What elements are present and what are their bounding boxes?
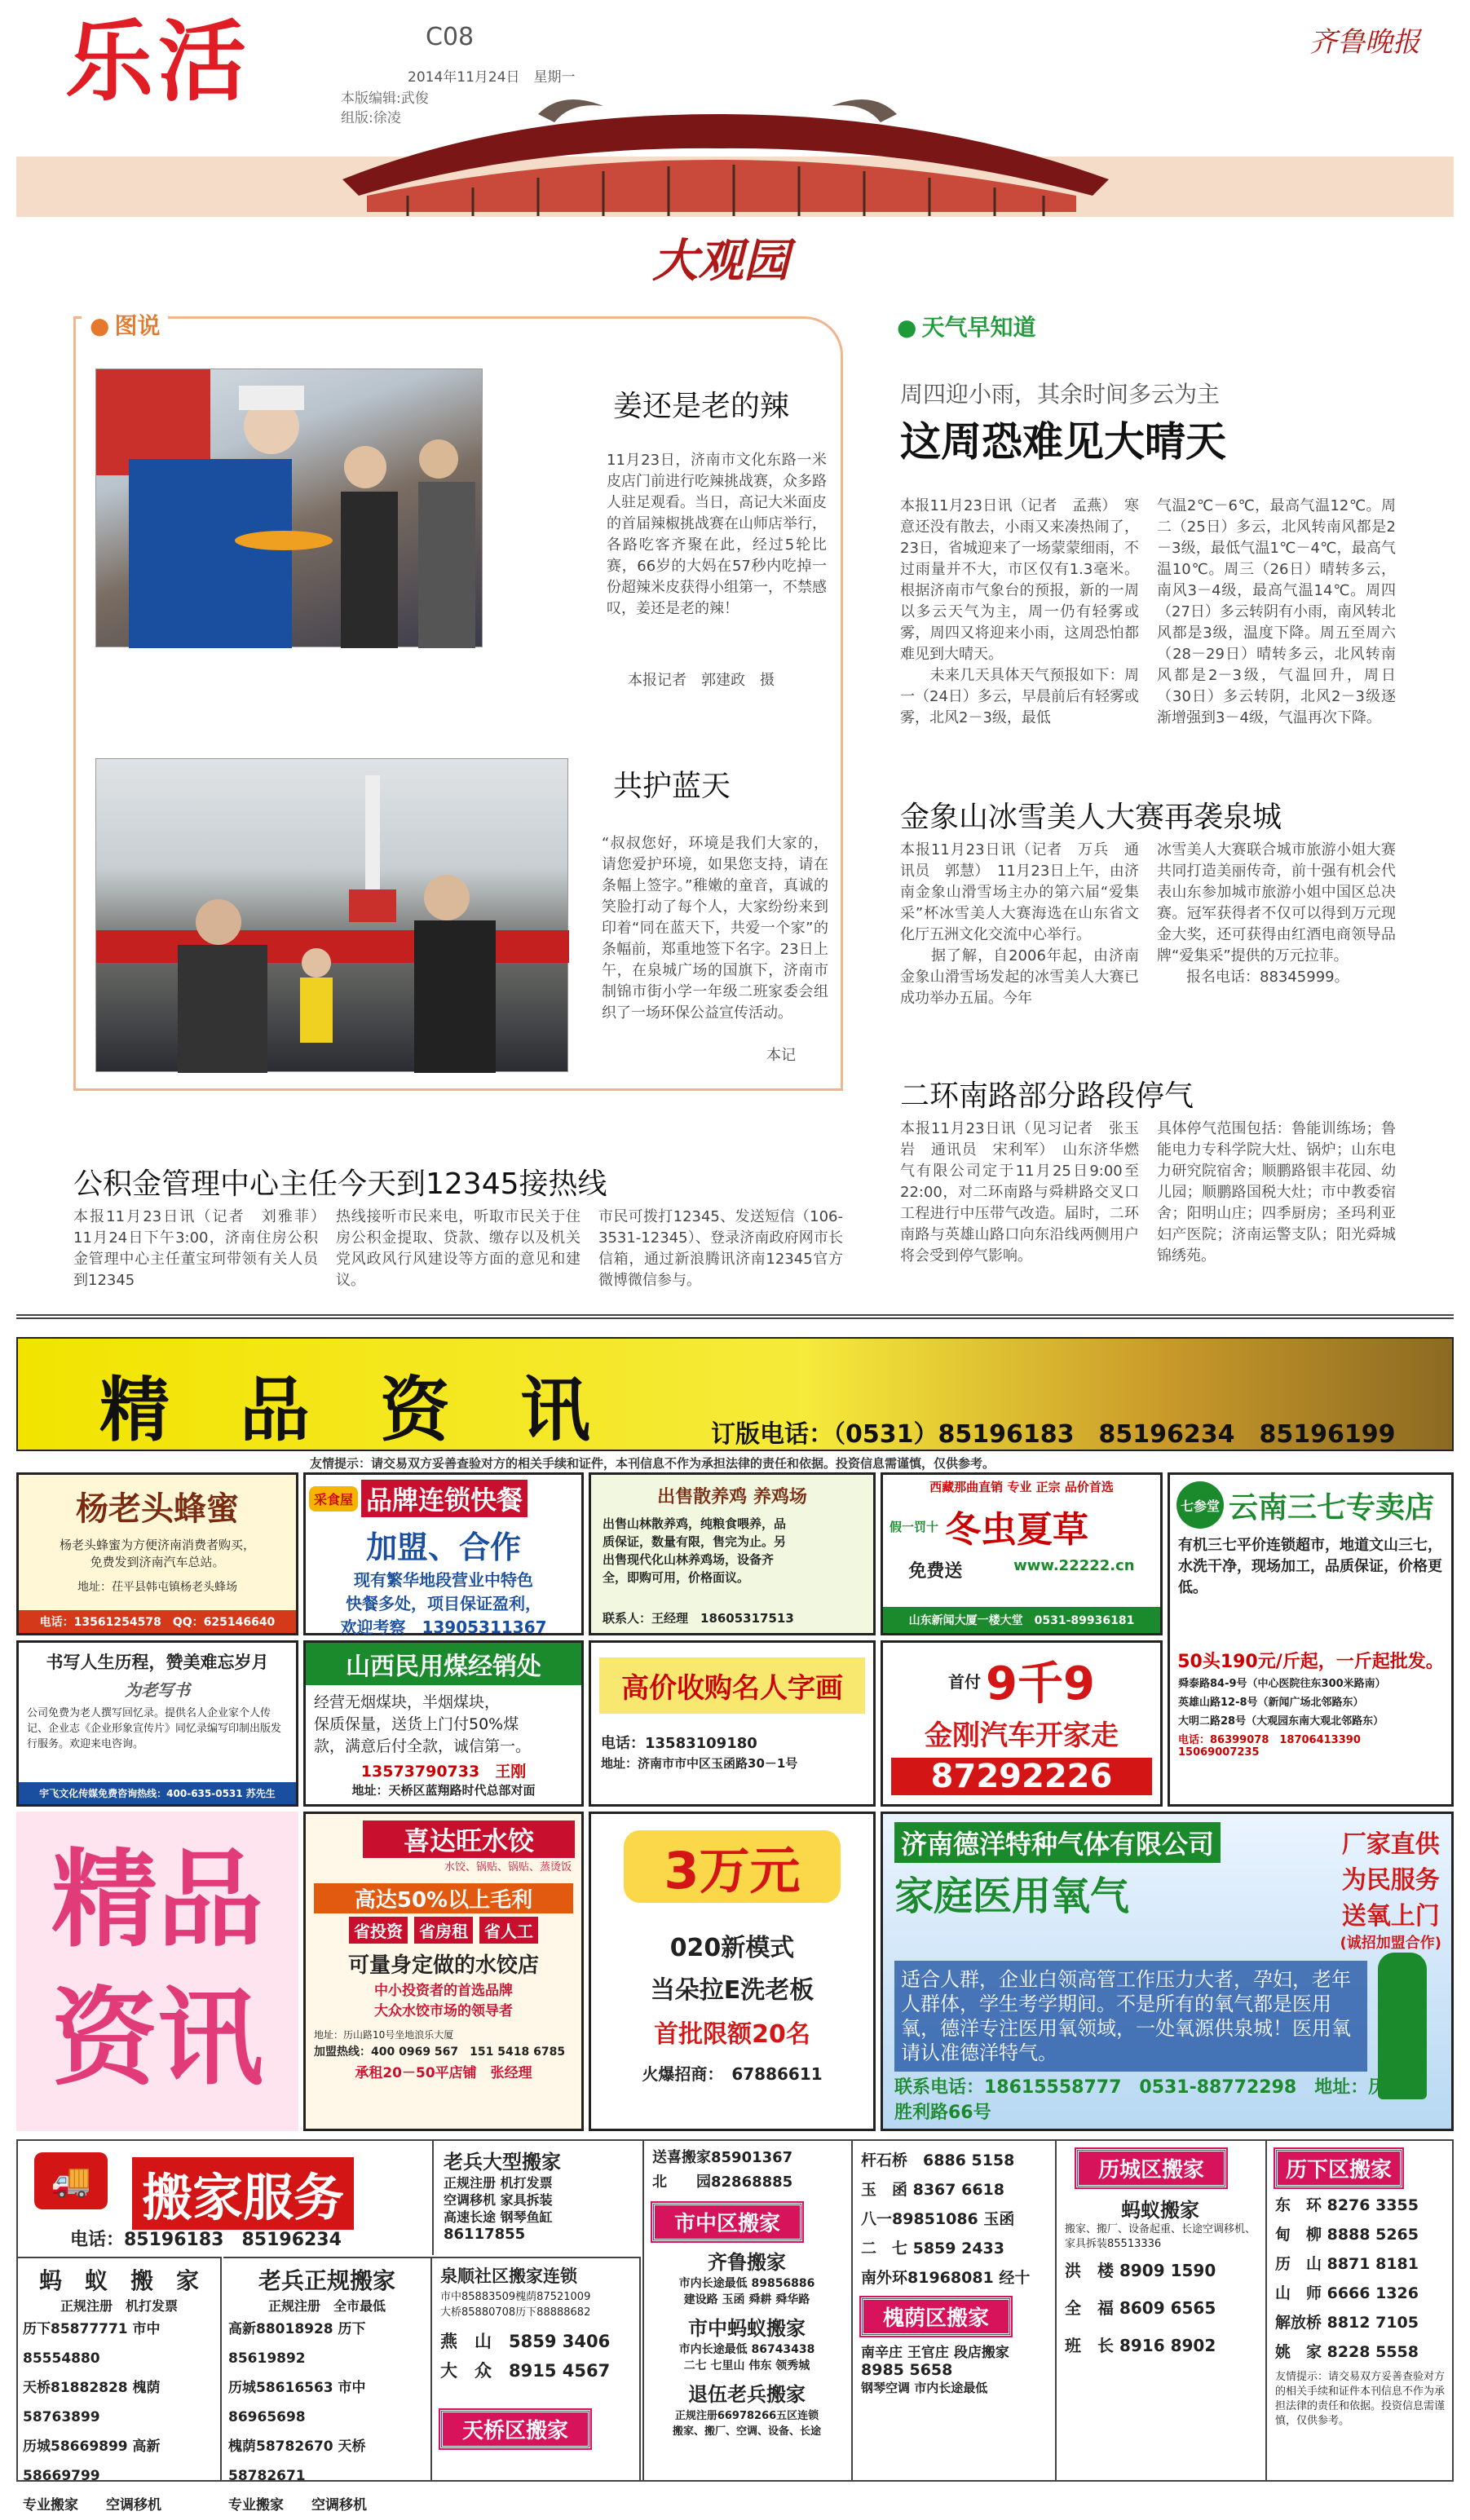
mover-ant-title: 蚂 蚁 搬 家 [38,2267,199,2294]
ad-sanqi-badge: 七参堂 [1176,1481,1224,1529]
story-1-title: 姜还是老的辣 [613,390,790,423]
mover-ant-row-3: 专业搬家 空调移机 [23,2497,161,2513]
gas-outage-body [900,1119,1396,1267]
ads-banner-phone: 订版电话：（0531）85196183 85196234 85196199 [711,1420,1396,1449]
ad-dumplings-line2: 中小投资者的首选品牌 [374,1983,513,1999]
mover-ant-sub: 正规注册 机打发票 [60,2298,178,2314]
mover-veteran-regular-row-3: 专业搬家 空调移机 [228,2497,367,2513]
mover-nanxinzhuang-line: 钢琴空调 市内长途最低 [861,2381,988,2395]
snow-beauty-col-1: 本报11月23日讯（记者 万兵 通讯员 郭慧） 11月23日上午，由济南金象山滑雪场主办的第六届“爱集采”杯冰雪美人大赛海选在山东省文化厅五洲文化交流中心举行。 据了解，自2006年起，由济南金象山滑雪场发起的冰雪美人大赛已成功举办五届。今年 [900,841,1139,1007]
ad-dumplings [303,1812,584,2131]
ad-memoir-logo: 为老写书 [125,1680,190,1700]
ad-cordyceps [881,1472,1163,1635]
moving-services [16,2139,1454,2513]
ad-memoir-text: 公司免费为老人撰写回忆录。提供名人企业家个人传记、企业志《企业形象宣传片》同忆录编写印制出版发行服务。欢迎来电咨询。 [27,1707,282,1750]
mover-retired-line1: 正规注册66978266五区连锁 [674,2410,819,2422]
ad-coal-line1: 经营无烟煤块，半烟煤块， [314,1693,501,1711]
ad-chicken-title: 出售散养鸡 养鸡场 [657,1487,807,1507]
mover-lixia-row-5: 姚 家 8228 5558 [1275,2343,1419,2361]
ad-franchise-tel: 火爆招商： 67886611 [642,2064,823,2084]
ad-coal [303,1640,584,1807]
ad-memoir-title: 书写人生历程，赞美难忘岁月 [46,1653,269,1672]
ad-fastfood-line2: 快餐多处，项目保证盈利， [346,1594,541,1613]
ad-chicken [589,1472,876,1635]
story-1-text: 11月23日，济南市文化东路一米皮店门前进行吃辣挑战赛，众多路人驻足观看。当日，高记大米面皮的首届辣椒挑战赛在山师店举行，各路吃客齐聚在此，经过5轮比赛，66岁的大妈在57秒内吃掉一份超辣米皮获得小组第一，不禁感叹，姜还是老的辣！ [607,452,827,617]
mover-quanshun-title: 泉顺社区搬家连锁 [440,2266,577,2286]
ads-banner-title: 精 品 资 讯 [99,1369,590,1451]
ad-oxygen [881,1812,1454,2131]
mover-central-line2: 北 园82868885 [652,2174,793,2191]
story-1-credit: 本报记者 郭建政 摄 [628,672,775,689]
ad-dumplings-b1: 省投资 [349,1917,408,1944]
ad-cordyceps-slogan: 假一罚十 [890,1519,939,1534]
ad-franchise-line2: 当朵拉E洗老板 [650,1976,814,2005]
gas-outage-title: 二环南路部分路段停气 [900,1079,1194,1113]
ad-dumplings-sub: 水饺、锅贴、锅贴、蒸烫饭 [444,1861,572,1873]
mover-licheng-row-2: 班 长 8916 8902 [1065,2336,1216,2355]
ad-honey-line2: 免费发到济南汽车总站。 [90,1555,225,1569]
ad-dumplings-addr: 地址：历山路10号坐地浪乐大厦 [314,2029,454,2041]
ad-franchise [589,1812,876,2131]
photo-blue-sky-campaign [95,758,568,1072]
story-2-text: “叔叔您好，环境是我们大家的，请您爱护环境，如果您支持，请在条幅上签字。”稚嫩的童音，真诚的笑脸打动了每个人，大家纷纷来到印着“同在蓝天下，共爱一个家”的条幅前，郑重地签下名字。23日上午，在泉城广场的国旗下，济南市制锦市街小学一年级二班家委会组织了一场环保公益宣传活动。 [602,835,828,1022]
ad-fastfood-sub: 加盟、合作 [365,1529,521,1565]
mover-list-a [851,2141,1053,2482]
ad-car-title: 金刚汽车开家走 [925,1719,1119,1752]
mover-shizhong-ant-title: 市中蚂蚁搬家 [688,2317,806,2340]
mover-list-a-row-2: 八一89851086 玉函 [861,2210,1015,2228]
ad-fastfood [303,1472,584,1635]
ad-fastfood-line1: 现有繁华地段营业中特色 [354,1570,533,1590]
mover-veteran-large [432,2141,641,2255]
ad-franchise-line1: 020新模式 [669,1934,795,1962]
ad-fastfood-line3: 欢迎考察 13905311367 [340,1617,547,1637]
paper-name: 齐鲁晚报 [1309,26,1420,59]
mover-licheng [1055,2141,1264,2482]
mover-veteran-regular [223,2257,432,2513]
ad-oxygen-r1: 厂家直供 [1341,1830,1440,1859]
ad-oxygen-company: 济南德洋特种气体有限公司 [894,1822,1221,1863]
mover-nanxinzhuang-tel: 8985 5658 [861,2361,953,2379]
ad-coal-tel: 13573790733 王刚 [360,1763,527,1781]
section-photo-news: ● 图说 [82,308,168,341]
ad-sanqi-title: 云南三七专卖店 [1229,1490,1435,1525]
zone-lixia: 历下区搬家 [1275,2149,1402,2187]
mover-qilu-line2: 建设路 玉函 舜耕 舜华路 [683,2293,810,2306]
photo-chili-challenge [95,369,483,647]
mover-veteran-large-tel: 86117855 [444,2226,526,2243]
mover-lixia [1265,2141,1454,2482]
snow-beauty-body [900,840,1396,1009]
mover-quanshun [432,2257,641,2482]
mover-qilu-line1: 市内长途最低 89856886 [678,2277,815,2290]
ad-dumplings-line4: 承租20－50平店铺 张经理 [355,2065,532,2081]
mover-shizhong-ant-line2: 二七 七里山 伟东 领秀城 [683,2359,810,2372]
gas-outage-col-1: 本报11月23日讯（见习记者 张玉岩 通讯员 宋利军） 山东济华燃气有限公司定于11月25日9:00至22:00，对二环南路与舜耕路交叉口工程进行中压带气改造。届时，二环南路与英雄山路口向东沿线两侧用户将会受到停气影响。 [900,1120,1139,1264]
ad-big-title [16,1812,298,2131]
ad-franchise-line3: 首批限额20名 [654,2020,810,2049]
ad-cordyceps-title: 冬虫夏草 [945,1509,1089,1551]
ad-fastfood-title: 品牌连锁快餐 [361,1480,528,1517]
ad-memoir [16,1640,298,1807]
ad-car-tel: 87292226 [891,1758,1152,1795]
moving-tel: 电话：85196183 85196234 [70,2230,342,2250]
mover-quanshun-line2: 大桥85880708历下88888682 [440,2306,591,2319]
snow-beauty-col-2: 冰雪美人大赛联合城市旅游小姐大赛共同打造美丽传奇，前十强有机会代表山东参加城市旅游小姐中国区总决赛。冠军获得者不仅可以得到万元现金大奖，还可获得由红酒电商领导品牌“爱集采”提供的万元拉菲。 报名电话：88345999。 [1157,841,1396,986]
column-title: 大观园 [652,234,789,288]
moving-notice: 友情提示：请交易双方妥善查验对方的相关手续和证件本刊信息不作为承担法律的责任和依据。投资信息需谨慎，仅供参考。 [1275,2371,1446,2427]
weather-subtitle: 周四迎小雨，其余时间多云为主 [900,381,1221,408]
mover-quanshun-row-0: 燕 山 5859 3406 [440,2332,611,2351]
ad-coal-line2: 保质保量，送货上门付50%煤 [314,1715,519,1733]
mover-lixia-row-4: 解放桥 8812 7105 [1275,2314,1419,2332]
zone-licheng: 历城区搬家 [1076,2149,1226,2187]
mover-veteran-regular-title: 老兵正规搬家 [258,2267,395,2294]
ad-car [881,1640,1163,1807]
weather-title: 这周恐难见大晴天 [900,418,1226,466]
ad-chicken-text: 出售山林散养鸡，纯粮食喂养，品质保证，数量有限，售完为止。另出售现代化山林养鸡场，设备齐全，即购可用，价格面议。 [603,1516,787,1585]
story-3-col-3: 市民可拨打12345、发送短信（106-3531-12345）、登录济南政府网市长信箱，通过新浪腾讯济南12345官方微博微信参与。 [598,1208,843,1289]
truck-icon: 🚚 [34,2152,108,2209]
mover-ant-row-1: 天桥81882828 槐荫58763899 [23,2380,161,2425]
ad-dumplings-b2: 省房租 [414,1917,473,1944]
ad-calligraphy-title: 高价收购名人字画 [599,1657,865,1714]
mover-list-a-row-1: 玉 函 8367 6618 [861,2181,1004,2199]
mover-list-a-row-4: 南外环81968081 经十 [861,2269,1031,2287]
ad-coal-title: 山西民用煤经销处 [306,1643,581,1685]
mover-quanshun-row-1: 大 众 8915 4567 [440,2361,611,2381]
weather-col-2: 气温2℃－6℃，最高气温12℃。周二（25日）多云，北风转南风都是2－3级，最低气温1℃－4℃，最高气温10℃。周三（26日）晴转多云，南风3－4级，最高气温14℃。周四（27日）多云转阴有小雨，南风转北风都是3级，温度下降。周五至周六（28－29日）晴转多云，北风转南风都是2－3级，气温回升，周日（30日）多云转阴，北风2－3级逐渐增强到3－4级，气温再次下降。 [1157,497,1396,726]
mover-quanshun-line1: 市中85883509槐荫87521009 [440,2291,591,2303]
ad-honey-line1: 杨老头蜂蜜为方便济南消费者购买， [59,1538,255,1552]
mover-ant-row-0: 历下85877771 市中85554880 [23,2321,161,2367]
mover-list-a-row-0: 杆石桥 6886 5158 [861,2151,1015,2169]
mover-list-a-row-3: 二 七 5859 2433 [861,2240,1004,2257]
mover-licheng-text: 搬家、搬厂、设备起重、长途空调移机、家具拆装85513336 [1065,2223,1256,2250]
issue-date: 2014年11月24日 星期一 [408,69,576,86]
ad-cordyceps-head: 西藏那曲直销 专业 正宗 品价首选 [929,1480,1114,1494]
ad-oxygen-r3: 送氧上门 [1341,1902,1440,1931]
weather-col-1: 本报11月23日讯（记者 孟燕） 寒意还没有散去，小雨又来凑热闹了，23日，省城迎来了一场蒙蒙细雨，不过雨量并不大，市区仅有1.3毫米。根据济南市气象台的预报，新的一周以多云天气为主，周一仍有轻雾或雾，周四又将迎来小雨，这周恐怕都难见到大晴天。 未来几天具体天气预报如下：周一（24日）多云，早晨前后有轻雾或雾，北风2－3级，最低 [900,497,1139,726]
story-3-col-2: 热线接听市民来电，听取市民关于住房公积金提取、贷款、缴存以及机关党风政风行风建设等方面的意见和建议。 [336,1208,580,1289]
mover-nanxinzhuang-title: 南辛庄 王官庄 段店搬家 [861,2345,1009,2361]
ad-calligraphy [589,1640,876,1807]
ad-honey-tel: 电话：13561254578 QQ：625146640 [19,1610,296,1633]
ad-cordyceps-free: 免费送 [908,1561,963,1582]
ad-dumplings-title: 喜达旺水饺 [363,1820,575,1858]
story-2-title: 共护蓝天 [613,770,731,803]
mover-veteran-regular-row-0: 高新88018928 历下85619892 [228,2321,366,2367]
weather-body [900,496,1396,729]
ad-dumplings-line3: 大众水饺市场的领导者 [374,2003,513,2019]
ad-oxygen-tel: 联系电话：18615558777 0531-88772298 地址：历城区胜利路66号 [894,2077,1423,2123]
zone-tianqiao: 天桥区搬家 [440,2410,590,2448]
mover-central-line1: 送喜搬家85901367 [652,2149,793,2166]
mover-ant [18,2257,222,2513]
mover-lixia-row-1: 甸 柳 8888 5265 [1275,2226,1419,2244]
mover-lixia-row-3: 山 师 6666 1326 [1275,2284,1419,2302]
mover-licheng-title: 蚂蚁搬家 [1121,2199,1199,2222]
ad-sanqi-desc: 有机三七平价连锁超市，地道文山三七，水洗干净，现场加工，品质保证，价格更低。 [1178,1537,1442,1596]
ad-oxygen-text: 适合人群，企业白领高管工作压力大者，孕妇，老年人群体，学生考学期间。不是所有的氧气都是医用氧，德洋专注医用氧领域，一处氧源供泉城！医用氧请认准德洋特气。 [894,1961,1367,2072]
ad-honey-title: 杨老头蜂蜜 [76,1490,239,1528]
ad-cordyceps-tel: 山东新闻大厦一楼大堂 0531-89936181 [883,1607,1160,1633]
ad-car-price: 9千9 [986,1657,1095,1710]
mover-veteran-large-title: 老兵大型搬家 [444,2151,561,2174]
mover-lixia-row-0: 东 环 8276 3355 [1275,2196,1419,2214]
mover-lixia-row-2: 历 山 8871 8181 [1275,2255,1419,2273]
ad-oxygen-title: 家庭医用氧气 [894,1873,1130,1919]
ad-cordyceps-url: www.22222.cn [1013,1557,1135,1574]
ad-honey [16,1472,298,1635]
ad-calligraphy-tel: 电话：13583109180 [601,1735,757,1752]
gas-outage-col-2: 具体停气范围包括：鲁能训练场；鲁能电力专科学院大灶、锅炉；山东电力研究院宿舍；顺鹏路银丰花园、幼儿园；顺鹏路国税大灶；市中教委宿舍；阳明山庄；四季厨房；圣玛利亚妇产医院；济南运警支队；阳光舜城锦绣苑。 [1157,1120,1396,1264]
designer: 组版:徐凌 [341,110,401,126]
ad-coal-addr: 地址：天桥区蓝翔路时代总部对面 [351,1783,536,1798]
mover-veteran-regular-row-1: 历城58616563 市中86965698 [228,2380,366,2425]
ad-dumplings-b3: 省人工 [479,1917,538,1944]
mover-qilu-title: 齐鲁搬家 [708,2251,786,2274]
ad-sanqi-tel: 电话：86399078 18706413390 15069007235 [1178,1734,1371,1759]
mover-licheng-row-0: 洪 楼 8909 1590 [1065,2261,1216,2280]
snow-beauty-title: 金象山冰雪美人大赛再袭泉城 [900,801,1282,834]
mover-veteran-large-sub: 正规注册 机打发票 空调移机 家具拆装 高速长途 钢琴鱼缸 [444,2175,553,2225]
ad-oxygen-r4: (诚招加盟合作) [1340,1935,1441,1952]
ad-chicken-tel: 联系人：王经理 18605317513 [603,1611,794,1626]
ad-honey-address: 地址：茌平县韩屯镇杨老头蜂场 [77,1581,237,1594]
ad-sanqi-price: 50头190元/斤起，一斤起批发。 [1177,1652,1444,1672]
mover-ant-row-2: 历城58669899 高新58669799 [23,2438,161,2484]
ad-car-down: 首付 [948,1671,982,1692]
editor: 本版编辑:武俊 [341,90,429,107]
ad-franchise-title: 3万元 [624,1830,841,1903]
ad-sanqi-addr1: 舜泰路84-9号（中心医院往东300米路南） [1178,1678,1386,1690]
brand-logo: 乐活 [65,11,252,113]
ad-dumplings-tel: 加盟热线：400 0969 567 151 5418 6785 [314,2046,566,2059]
mover-retired-title: 退伍老兵搬家 [688,2383,806,2406]
ad-big-title-text: 精品资讯 [51,1838,263,2100]
mover-veteran-regular-row-2: 槐荫58782670 天桥58782671 [228,2438,366,2484]
masthead [0,0,1470,310]
page-number: C08 [426,23,475,51]
section-weather: ● 天气早知道 [897,310,1035,342]
ad-dumplings-profit: 高达50%以上毛利 [314,1883,573,1913]
mover-central [642,2141,850,2482]
section-divider [16,1314,1454,1319]
mover-licheng-row-1: 全 福 8609 6565 [1065,2298,1216,2318]
mover-retired-line2: 搬家、搬厂、空调、设备、长途 [672,2425,821,2438]
story-3-col-1: 本报11月23日讯（记者 刘雅菲） 11月24日下午3:00，济南住房公积金管理中心主任董宝珂带领有关人员到12345 [73,1208,333,1289]
ad-sanqi-addr3: 大明二路28号（大观园东南大观北邻路东） [1178,1715,1384,1728]
mover-shizhong-ant-line1: 市内长途最低 86743438 [678,2343,815,2356]
moving-title: 搬家服务 [132,2157,354,2230]
ads-banner [16,1337,1454,1451]
ad-sanqi-addr2: 英雄山路12-8号（新闻广场北邻路东） [1178,1697,1364,1709]
story-2-credit: 本记 [766,1047,796,1064]
ad-fastfood-logo: 采食屋 [309,1486,358,1512]
ad-calligraphy-addr: 地址：济南市市中区玉函路30－1号 [601,1756,798,1771]
ad-dumplings-line1: 可量身定做的水饺店 [347,1953,539,1978]
pagoda-roof-illustration [16,82,1454,228]
ad-sanqi [1168,1472,1454,1807]
ad-memoir-tel: 宇飞文化传媒免费咨询热线：400-635-0531 苏先生 [19,1782,296,1804]
zone-huaiyin: 槐荫区搬家 [861,2297,1011,2336]
zone-shizhong: 市中区搬家 [652,2203,802,2241]
ad-oxygen-r2: 为民服务 [1341,1866,1440,1895]
story-3-body [73,1207,843,1291]
mover-veteran-regular-sub: 正规注册 全市最低 [267,2298,386,2314]
story-3-title: 公积金管理中心主任今天到12345接热线 [73,1167,607,1201]
ad-coal-line3: 款，满意后付全款，诚信第一。 [314,1737,532,1755]
moving-header [18,2141,432,2255]
ads-notice: 友情提示：请交易双方妥善查验对方的相关手续和证件，本刊信息不作为承担法律的责任和依据。投资信息需谨慎，仅供参考。 [310,1456,995,1471]
